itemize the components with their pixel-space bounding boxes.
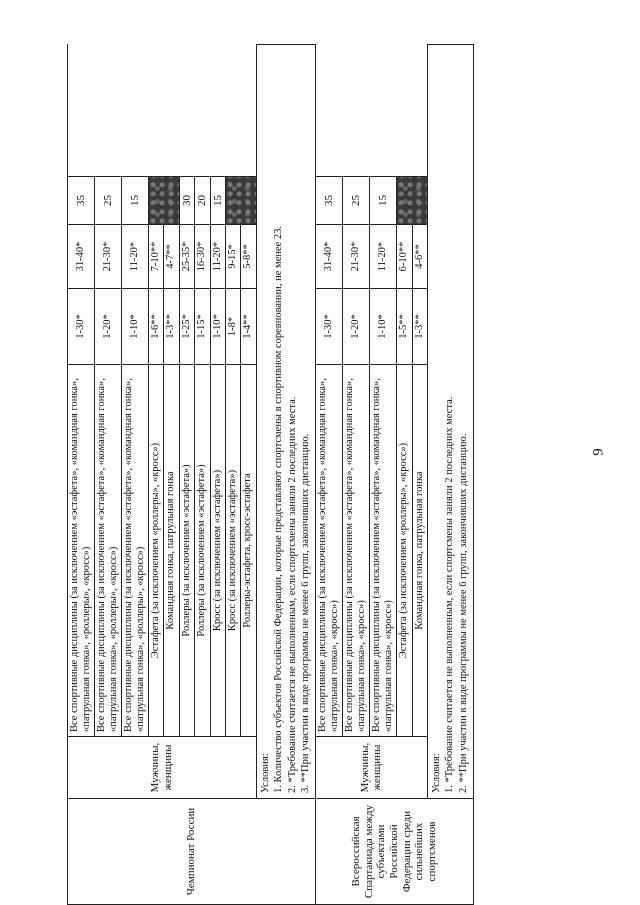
blank-cell — [68, 45, 257, 177]
place-a-cell: 1-4** — [241, 289, 256, 365]
discipline-cell: Роллеры-эстафета, кросс-эстафета — [241, 365, 256, 737]
place-a-cell: 1-30* — [316, 289, 343, 365]
place-a-cell: 1-25* — [179, 289, 195, 365]
conditions-title: Условия: — [259, 753, 271, 793]
points-cell: 15 — [122, 177, 149, 225]
points-cell: 15 — [210, 177, 226, 225]
discipline-cell: Все спортивные дисциплины (за исключением «эстафета», «командная гонка», «патрульная гонка», «кросс») — [316, 365, 343, 737]
place-b-cell: 31-40* — [68, 225, 95, 289]
norms-table — [67, 44, 474, 905]
conditions-cell — [427, 45, 473, 799]
place-b-cell: 9-15* — [226, 225, 241, 289]
discipline-cell: Роллеры (за исключением «эстафета») — [179, 365, 195, 737]
condition-item: 1. Количество субъектов Российской Федерации, которые представляют спортсмены в спортивном соревновании, не менее 23. — [273, 225, 285, 793]
points-cell-shaded — [397, 177, 427, 225]
page-number: 9 — [590, 448, 607, 456]
conditions-cell — [256, 45, 316, 799]
discipline-cell: Все спортивные дисциплины (за исключением «эстафета», «командная гонка», «патрульная гонка», «роллеры», «кросс») — [68, 365, 95, 737]
table-row — [68, 45, 95, 905]
points-cell: 15 — [370, 177, 397, 225]
condition-item: 2. *Требование считается не выполненным, если спортсмены заняли 2 последних места. — [286, 396, 298, 793]
condition-item: 2. **При участии в виде программы не менее 6 групп, закончивших дистанцию. — [457, 433, 469, 793]
discipline-cell: Командная гонка, патрульная гонка — [412, 365, 427, 737]
sex-cell: Мужчины, женщины — [316, 737, 428, 799]
place-b-cell: 31-40* — [316, 225, 343, 289]
discipline-cell: Все спортивные дисциплины (за исключением «эстафета», «командная гонка», «патрульная гонка», «кросс») — [370, 365, 397, 737]
place-b-cell: 6-10** — [397, 225, 412, 289]
discipline-cell: Все спортивные дисциплины (за исключением «эстафета», «командная гонка», «патрульная гонка», «роллеры», «кросс») — [95, 365, 122, 737]
points-cell: 25 — [95, 177, 122, 225]
points-cell: 20 — [195, 177, 211, 225]
place-a-cell: 1-3** — [164, 289, 179, 365]
place-b-cell: 11-20* — [370, 225, 397, 289]
place-a-cell: 1-6** — [149, 289, 164, 365]
place-a-cell: 1-10* — [210, 289, 226, 365]
event-cell: Чемпионат России — [68, 799, 316, 905]
place-a-cell: 1-8* — [226, 289, 241, 365]
points-cell: 35 — [68, 177, 95, 225]
place-a-cell: 1-5** — [397, 289, 412, 365]
place-a-cell: 1-3** — [412, 289, 427, 365]
place-b-cell: 7-10** — [149, 225, 164, 289]
discipline-cell: Кросс (за исключением «эстафета») — [226, 365, 241, 737]
sex-cell: Мужчины, женщины — [68, 737, 257, 799]
discipline-cell: Все спортивные дисциплины (за исключением «эстафета», «командная гонка», «патрульная гонка», «кросс») — [343, 365, 370, 737]
points-cell-shaded — [226, 177, 256, 225]
place-a-cell: 1-20* — [343, 289, 370, 365]
place-b-cell: 21-30* — [95, 225, 122, 289]
place-a-cell: 1-10* — [370, 289, 397, 365]
discipline-cell: Эстафета (за исключением «роллеры», «кросс») — [149, 365, 164, 737]
discipline-cell: Все спортивные дисциплины (за исключением «эстафета», «командная гонка», «патрульная гонка», «роллеры», «кросс») — [122, 365, 149, 737]
discipline-cell: Роллеры (за исключением «эстафета») — [195, 365, 211, 737]
condition-item: 3. **При участии в виде программы не менее 6 групп, закончивших дистанцию. — [300, 433, 312, 793]
discipline-cell: Командная гонка, патрульная гонка — [164, 365, 179, 737]
rotated-table-container — [67, 45, 572, 905]
discipline-cell: Кросс (за исключением «эстафета») — [210, 365, 226, 737]
place-a-cell: 1-10* — [122, 289, 149, 365]
event-cell: Всероссийская Спартакиада между субъектами Российской Федерации среди сильнейших спортсменов — [316, 799, 473, 905]
condition-item: 1. *Требование считается не выполненным, если спортсмены заняли 2 последних места. — [444, 396, 456, 793]
discipline-cell: Эстафета (за исключением «роллеры», «кросс») — [397, 365, 412, 737]
place-a-cell: 1-15* — [195, 289, 211, 365]
points-cell: 35 — [316, 177, 343, 225]
place-a-cell: 1-30* — [68, 289, 95, 365]
points-cell: 30 — [179, 177, 195, 225]
place-b-cell: 4-7** — [164, 225, 179, 289]
place-b-cell: 11-20* — [122, 225, 149, 289]
conditions-row — [427, 45, 473, 905]
blank-cell — [316, 45, 428, 177]
table-row — [316, 45, 343, 905]
conditions-title: Условия: — [430, 753, 442, 793]
place-b-cell: 16-30* — [195, 225, 211, 289]
place-b-cell: 11-20* — [210, 225, 226, 289]
place-b-cell: 25-35* — [179, 225, 195, 289]
place-a-cell: 1-20* — [95, 289, 122, 365]
conditions-row — [256, 45, 316, 905]
place-b-cell: 4-6** — [412, 225, 427, 289]
points-cell: 25 — [343, 177, 370, 225]
points-cell-shaded — [149, 177, 179, 225]
place-b-cell: 5-8** — [241, 225, 256, 289]
place-b-cell: 21-30* — [343, 225, 370, 289]
